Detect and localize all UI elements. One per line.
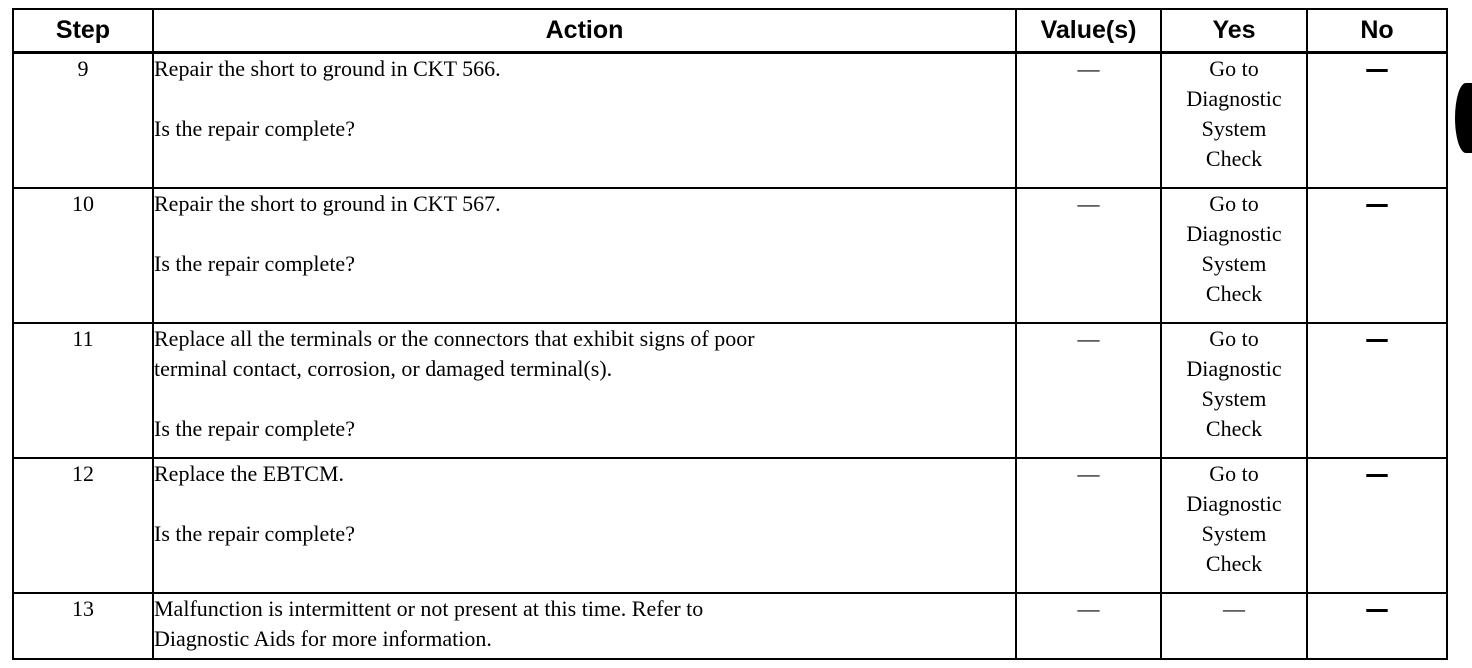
action-text: Malfunction is intermittent or not present at this time. Refer to <box>154 596 704 621</box>
no-cell <box>1307 593 1447 659</box>
step-number: 13 <box>13 593 153 659</box>
value-cell <box>1016 593 1161 659</box>
action-text: Replace the EBTCM. <box>154 461 345 486</box>
value-cell <box>1016 458 1161 593</box>
header-action: Action <box>153 9 1016 53</box>
yes-line: Check <box>1205 551 1263 576</box>
step-number: 9 <box>13 53 153 189</box>
action-question: Is the repair complete? <box>154 116 355 141</box>
yes-line: Go to <box>1209 326 1259 351</box>
header-step: Step <box>13 9 153 53</box>
header-row <box>13 9 1447 53</box>
value-dash: — <box>1077 56 1100 81</box>
action-question: Is the repair complete? <box>154 251 355 276</box>
action-cell <box>153 323 1016 458</box>
page-edge-tab-mark <box>1455 83 1472 153</box>
no-dash: — <box>1365 325 1389 353</box>
yes-line: System <box>1201 116 1267 141</box>
yes-cell <box>1161 458 1307 593</box>
yes-line: Go to <box>1209 191 1259 216</box>
no-cell <box>1307 458 1447 593</box>
value-dash: — <box>1077 596 1100 621</box>
action-question: Is the repair complete? <box>154 416 355 441</box>
no-dash: — <box>1365 460 1389 488</box>
yes-cell <box>1161 323 1307 458</box>
no-cell <box>1307 53 1447 189</box>
yes-line: Check <box>1205 146 1263 171</box>
yes-line: Diagnostic <box>1186 86 1282 111</box>
value-cell <box>1016 188 1161 323</box>
no-cell <box>1307 188 1447 323</box>
action-cell <box>153 53 1016 189</box>
value-dash: — <box>1077 326 1100 351</box>
yes-dash: — <box>1223 596 1245 621</box>
value-dash: — <box>1077 461 1100 486</box>
yes-line: Check <box>1205 281 1263 306</box>
action-text: terminal contact, corrosion, or damaged terminal(s). <box>154 356 613 381</box>
yes-cell <box>1161 53 1307 189</box>
header-yes: Yes <box>1161 9 1307 53</box>
table-row <box>13 458 1447 593</box>
yes-line: Diagnostic <box>1186 356 1282 381</box>
value-cell <box>1016 53 1161 189</box>
step-number: 11 <box>13 323 153 458</box>
yes-line: System <box>1201 386 1267 411</box>
table-row <box>13 188 1447 323</box>
table-row <box>13 53 1447 189</box>
action-text: Repair the short to ground in CKT 566. <box>154 56 501 81</box>
action-cell <box>153 593 1016 659</box>
value-dash: — <box>1077 191 1100 216</box>
yes-cell <box>1161 188 1307 323</box>
yes-line: Go to <box>1209 461 1259 486</box>
yes-line: Diagnostic <box>1186 221 1282 246</box>
diagnostic-table <box>12 8 1448 660</box>
value-cell <box>1016 323 1161 458</box>
yes-line: Diagnostic <box>1186 491 1282 516</box>
action-text: Replace all the terminals or the connectors that exhibit signs of poor <box>154 326 755 351</box>
action-cell <box>153 188 1016 323</box>
header-no: No <box>1307 9 1447 53</box>
no-cell <box>1307 323 1447 458</box>
table-row <box>13 323 1447 458</box>
no-dash: — <box>1365 190 1389 218</box>
yes-line: Go to <box>1209 56 1259 81</box>
table-row <box>13 593 1447 659</box>
yes-line: Check <box>1205 416 1263 441</box>
action-text: Diagnostic Aids for more information. <box>154 626 492 651</box>
action-cell <box>153 458 1016 593</box>
step-number: 12 <box>13 458 153 593</box>
action-question: Is the repair complete? <box>154 521 355 546</box>
no-dash: — <box>1365 595 1389 623</box>
yes-line: System <box>1201 251 1267 276</box>
action-text: Repair the short to ground in CKT 567. <box>154 191 501 216</box>
yes-cell <box>1161 593 1307 659</box>
step-number: 10 <box>13 188 153 323</box>
header-values: Value(s) <box>1016 9 1161 53</box>
yes-line: System <box>1201 521 1267 546</box>
no-dash: — <box>1365 55 1389 83</box>
